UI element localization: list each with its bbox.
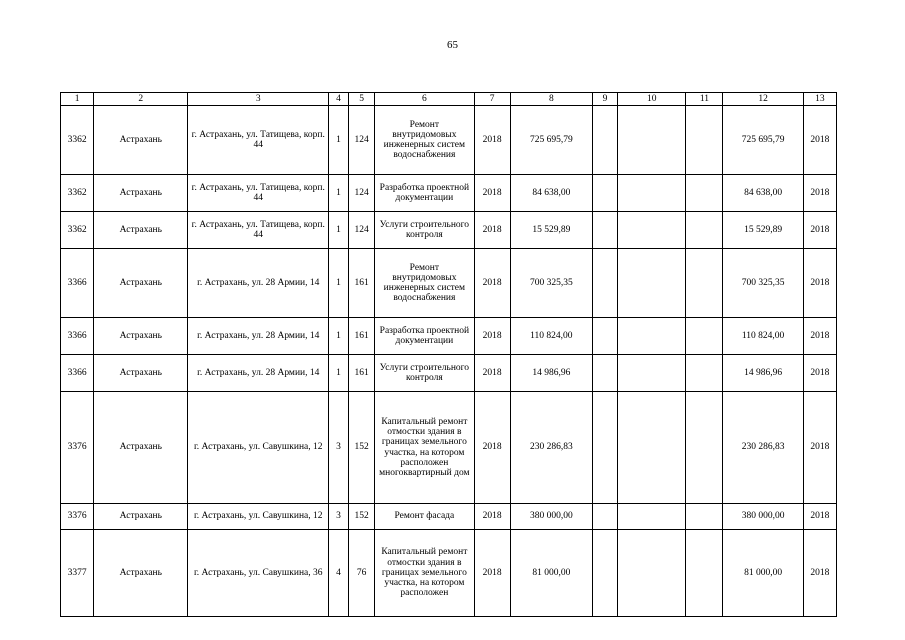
column-header: 9 [592, 93, 617, 106]
cell-col11 [686, 212, 723, 249]
cell-end-year: 2018 [803, 318, 836, 355]
cell-work-type: Ремонт внутридомовых инженерных систем водоснабжения [375, 106, 474, 175]
cell-col10 [618, 392, 686, 504]
cell-work-type: Капитальный ремонт отмостки здания в границах земельного участка, на котором расположен многоквартирный дом [375, 392, 474, 504]
cell-address: г. Астрахань, ул. Татищева, корп. 44 [188, 175, 329, 212]
table-row [61, 175, 837, 212]
cell-col4: 1 [329, 212, 349, 249]
cell-col5: 124 [349, 212, 375, 249]
cell-col9 [592, 355, 617, 392]
cell-col4: 1 [329, 175, 349, 212]
cell-col5: 161 [349, 249, 375, 318]
cell-end-year: 2018 [803, 392, 836, 504]
cell-total: 15 529,89 [723, 212, 803, 249]
cell-object-id: 3376 [61, 392, 94, 504]
table-row [61, 355, 837, 392]
page-number: 65 [447, 39, 458, 51]
cell-col9 [592, 249, 617, 318]
cell-col11 [686, 106, 723, 175]
cell-col11 [686, 175, 723, 212]
header-row [61, 93, 837, 106]
cell-year: 2018 [474, 175, 510, 212]
cell-col10 [618, 106, 686, 175]
cell-year: 2018 [474, 106, 510, 175]
cell-year: 2018 [474, 249, 510, 318]
column-header: 10 [618, 93, 686, 106]
cell-city: Астрахань [94, 106, 188, 175]
cell-object-id: 3377 [61, 530, 94, 617]
cell-city: Астрахань [94, 392, 188, 504]
cell-col11 [686, 392, 723, 504]
cell-col9 [592, 392, 617, 504]
cell-cost: 380 000,00 [510, 504, 592, 530]
cell-cost: 700 325,35 [510, 249, 592, 318]
column-header: 13 [803, 93, 836, 106]
cell-city: Астрахань [94, 504, 188, 530]
cell-address: г. Астрахань, ул. Татищева, корп. 44 [188, 106, 329, 175]
cell-address: г. Астрахань, ул. Савушкина, 12 [188, 392, 329, 504]
cell-cost: 725 695,79 [510, 106, 592, 175]
cell-year: 2018 [474, 212, 510, 249]
cell-col5: 124 [349, 175, 375, 212]
table-row [61, 318, 837, 355]
column-header: 11 [686, 93, 723, 106]
table-row [61, 249, 837, 318]
cell-object-id: 3366 [61, 355, 94, 392]
cell-year: 2018 [474, 355, 510, 392]
cell-end-year: 2018 [803, 106, 836, 175]
column-header: 6 [375, 93, 474, 106]
cell-total: 14 986,96 [723, 355, 803, 392]
cell-col5: 76 [349, 530, 375, 617]
cell-address: г. Астрахань, ул. 28 Армии, 14 [188, 355, 329, 392]
cell-col9 [592, 504, 617, 530]
cell-col5: 161 [349, 318, 375, 355]
column-header: 12 [723, 93, 803, 106]
cell-end-year: 2018 [803, 212, 836, 249]
cell-work-type: Ремонт фасада [375, 504, 474, 530]
cell-end-year: 2018 [803, 355, 836, 392]
cell-col11 [686, 530, 723, 617]
cell-end-year: 2018 [803, 249, 836, 318]
cell-cost: 84 638,00 [510, 175, 592, 212]
cell-work-type: Разработка проектной документации [375, 318, 474, 355]
cell-address: г. Астрахань, ул. Татищева, корп. 44 [188, 212, 329, 249]
column-header: 2 [94, 93, 188, 106]
cell-col9 [592, 530, 617, 617]
cell-city: Астрахань [94, 212, 188, 249]
cell-col9 [592, 106, 617, 175]
cell-col9 [592, 212, 617, 249]
cell-total: 725 695,79 [723, 106, 803, 175]
cell-object-id: 3362 [61, 106, 94, 175]
cell-total: 110 824,00 [723, 318, 803, 355]
cell-work-type: Услуги строительного контроля [375, 212, 474, 249]
column-header: 8 [510, 93, 592, 106]
cell-col4: 1 [329, 106, 349, 175]
cell-year: 2018 [474, 318, 510, 355]
cell-cost: 14 986,96 [510, 355, 592, 392]
cell-col5: 152 [349, 504, 375, 530]
cell-col11 [686, 504, 723, 530]
cell-year: 2018 [474, 392, 510, 504]
cell-col9 [592, 175, 617, 212]
works-table [60, 92, 837, 617]
cell-col4: 3 [329, 504, 349, 530]
cell-city: Астрахань [94, 530, 188, 617]
cell-end-year: 2018 [803, 530, 836, 617]
table-row [61, 530, 837, 617]
table-row [61, 392, 837, 504]
cell-end-year: 2018 [803, 175, 836, 212]
cell-col5: 161 [349, 355, 375, 392]
cell-total: 81 000,00 [723, 530, 803, 617]
cell-work-type: Капитальный ремонт отмостки здания в границах земельного участка, на котором расположен [375, 530, 474, 617]
cell-col10 [618, 249, 686, 318]
cell-col5: 124 [349, 106, 375, 175]
cell-col4: 1 [329, 249, 349, 318]
table-row [61, 212, 837, 249]
cell-work-type: Услуги строительного контроля [375, 355, 474, 392]
cell-city: Астрахань [94, 175, 188, 212]
column-header: 7 [474, 93, 510, 106]
cell-object-id: 3366 [61, 318, 94, 355]
cell-year: 2018 [474, 530, 510, 617]
cell-work-type: Разработка проектной документации [375, 175, 474, 212]
column-header: 1 [61, 93, 94, 106]
cell-col11 [686, 318, 723, 355]
cell-col4: 1 [329, 355, 349, 392]
cell-address: г. Астрахань, ул. Савушкина, 36 [188, 530, 329, 617]
cell-col10 [618, 212, 686, 249]
cell-address: г. Астрахань, ул. 28 Армии, 14 [188, 318, 329, 355]
cell-cost: 15 529,89 [510, 212, 592, 249]
cell-total: 230 286,83 [723, 392, 803, 504]
table-row [61, 106, 837, 175]
column-header: 5 [349, 93, 375, 106]
cell-col10 [618, 318, 686, 355]
cell-col4: 1 [329, 318, 349, 355]
column-header: 4 [329, 93, 349, 106]
cell-col11 [686, 249, 723, 318]
cell-col4: 3 [329, 392, 349, 504]
cell-col5: 152 [349, 392, 375, 504]
cell-end-year: 2018 [803, 504, 836, 530]
cell-object-id: 3376 [61, 504, 94, 530]
cell-address: г. Астрахань, ул. 28 Армии, 14 [188, 249, 329, 318]
cell-year: 2018 [474, 504, 510, 530]
cell-cost: 81 000,00 [510, 530, 592, 617]
cell-col10 [618, 175, 686, 212]
cell-col11 [686, 355, 723, 392]
cell-col10 [618, 530, 686, 617]
cell-col10 [618, 355, 686, 392]
cell-city: Астрахань [94, 355, 188, 392]
table-row [61, 504, 837, 530]
cell-city: Астрахань [94, 249, 188, 318]
cell-object-id: 3362 [61, 212, 94, 249]
cell-total: 84 638,00 [723, 175, 803, 212]
cell-city: Астрахань [94, 318, 188, 355]
cell-total: 380 000,00 [723, 504, 803, 530]
cell-object-id: 3362 [61, 175, 94, 212]
cell-col4: 4 [329, 530, 349, 617]
cell-cost: 230 286,83 [510, 392, 592, 504]
cell-total: 700 325,35 [723, 249, 803, 318]
column-header: 3 [188, 93, 329, 106]
cell-work-type: Ремонт внутридомовых инженерных систем водоснабжения [375, 249, 474, 318]
cell-cost: 110 824,00 [510, 318, 592, 355]
cell-address: г. Астрахань, ул. Савушкина, 12 [188, 504, 329, 530]
cell-col9 [592, 318, 617, 355]
cell-object-id: 3366 [61, 249, 94, 318]
cell-col10 [618, 504, 686, 530]
